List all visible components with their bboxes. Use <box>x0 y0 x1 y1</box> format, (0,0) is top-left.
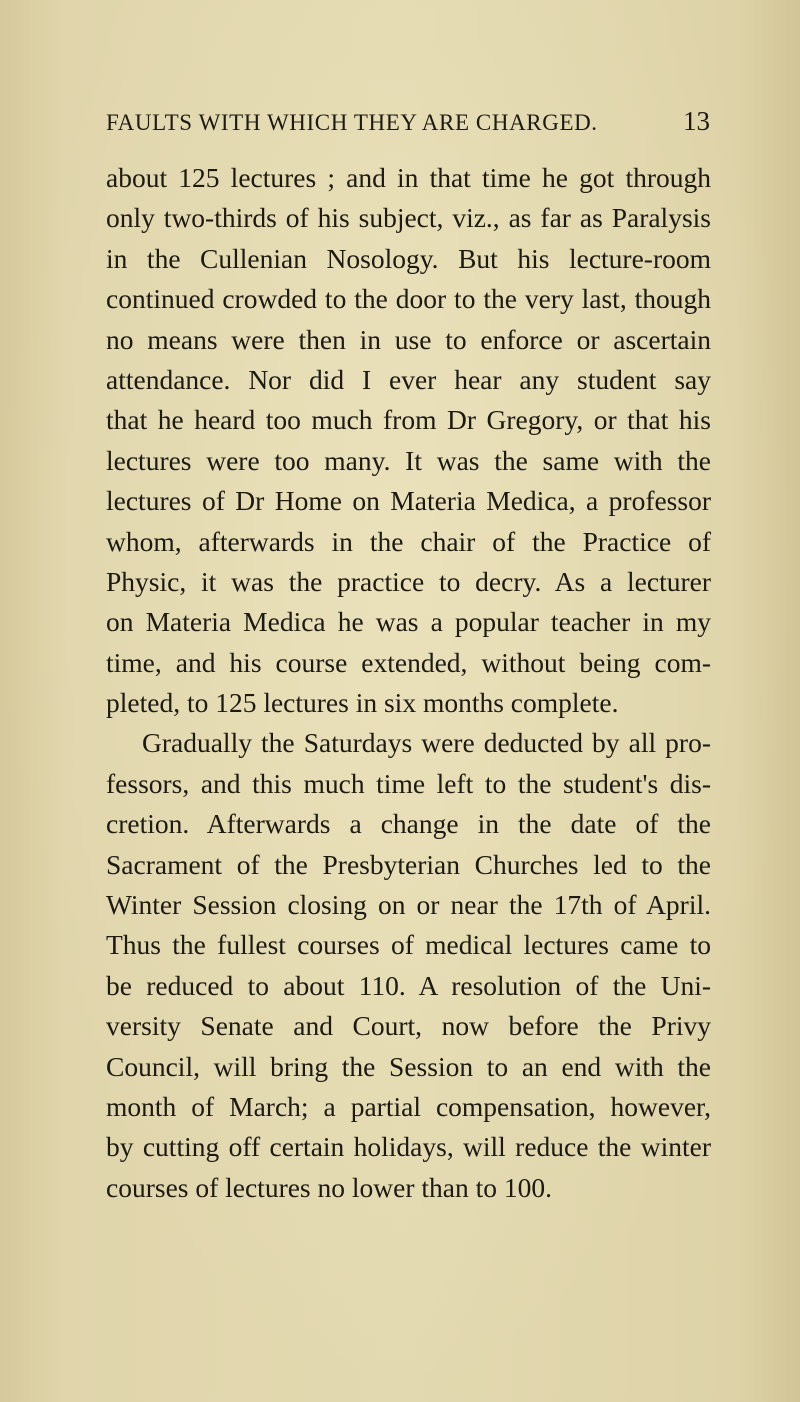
text-line: continued crowded to the door to the very last, though <box>106 283 711 315</box>
text-line: Gradually the Saturdays were deducted by all pro- <box>142 727 711 759</box>
text-line: by cutting off certain holidays, will reduce the winter <box>106 1131 711 1163</box>
text-line: in the Cullenian Nosology. But his lecture-room <box>106 242 711 274</box>
text-line: no means were then in use to enforce or ascertain <box>106 323 711 355</box>
text-line: courses of lectures no lower than to 100. <box>106 1171 552 1203</box>
page-number: 13 <box>683 106 710 136</box>
running-head: FAULTS WITH WHICH THEY ARE CHARGED. <box>106 110 598 135</box>
text-line: Thus the fullest courses of medical lectures came to <box>106 929 711 961</box>
text-line: Winter Session closing on or near the 17th of April. <box>106 889 711 921</box>
text-line: versity Senate and Court, now before the Privy <box>106 1010 711 1042</box>
text-line: be reduced to about 110. A resolution of the Uni- <box>106 969 711 1001</box>
text-line: on Materia Medica he was a popular teacher in my <box>106 606 711 638</box>
body-text <box>106 158 711 1208</box>
text-line: lectures were too many. It was the same with the <box>106 444 711 476</box>
text-line: fessors, and this much time left to the student's dis- <box>106 767 711 799</box>
text-line: Council, will bring the Session to an end with the <box>106 1050 711 1082</box>
text-line: lectures of Dr Home on Materia Medica, a professor <box>106 485 711 517</box>
text-line: time, and his course extended, without being com- <box>106 646 711 678</box>
text-line: pleted, to 125 lectures in six months complete. <box>106 687 619 719</box>
text-line: only two-thirds of his subject, viz., as far as Paralysis <box>106 202 711 234</box>
text-line: about 125 lectures ; and in that time he got through <box>106 162 711 193</box>
text-line: Physic, it was the practice to decry. As a lecturer <box>106 565 711 597</box>
page-header <box>100 100 710 140</box>
text-line: that he heard too much from Dr Gregory, or that his <box>106 404 711 436</box>
text-line: cretion. Afterwards a change in the date of the <box>106 808 711 840</box>
text-line: Sacrament of the Presbyterian Churches led to the <box>106 848 711 880</box>
text-line: attendance. Nor did I ever hear any student say <box>106 363 711 395</box>
text-line: whom, afterwards in the chair of the Practice of <box>106 525 711 557</box>
text-line: month of March; a partial compensation, however, <box>106 1090 711 1122</box>
